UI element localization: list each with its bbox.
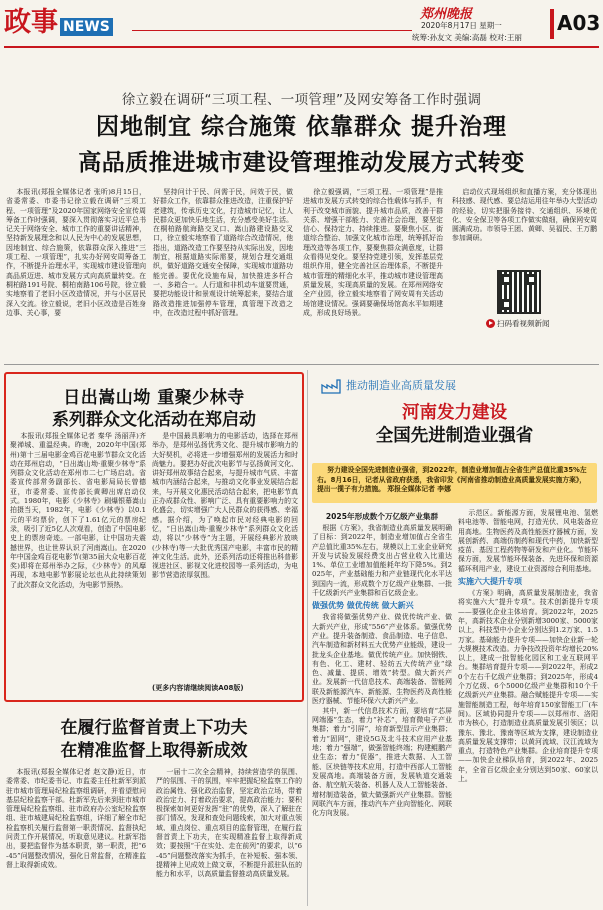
mfg-para-4: 示范区。新能源方面，发展锂电池、氢燃料电池等、智能电网，打造光伏、风电装备应用高地。生物医药及高性能医疗器械方面，发展创新药、高端仿制药和现代中药，加快新型疫苗、基因工程药物等研发和产业化。节能环保方面，发展节能环保装备、先进环保和资源循环利用产业，建设工业资源综合利用基地。 (458, 509, 598, 573)
qr-caption-text: 扫码看视频新闻 (497, 319, 550, 328)
mfg-para-1: 根据《方案》，我省制造业高质量发展明确了目标：到2022年，制造业增加值占全省生产总值比重35%左右，规模以上工业企业研究开发与试验发展经费支出占营业收入比重达1%、单位工业增加值能耗年均下降5%。到2025年，产业基础能力和产业链现代化水平达到国内一流，形成数个万亿级产业集群、一批千亿级新兴产业集群和百亿级企业。 (312, 524, 452, 598)
header-rule-line (132, 30, 412, 31)
lead-col-4 (452, 188, 597, 270)
qr-code-image[interactable] (497, 270, 541, 314)
mfg-summary-text: 努力建设全国先进制造业强省，到2022年，制造业增加值占全省生产总值比重35%左右。8月16日，记者从省政府获悉，我省印发《河南省推动制造业高质量发展实施方案》，提出一揽子有力措施。 郑报全媒体记者 李娜 (317, 466, 587, 493)
page-number-bar (550, 9, 554, 39)
lead-bottom-rule (4, 364, 599, 365)
mfg-headline-1: 河南发力建设 (402, 403, 507, 423)
lead-col-1 (6, 188, 146, 318)
lead-col-3-text: 徐立毅强调，“三项工程、一项管理”是推进城市发展方式转变的综合性载体与抓手，有利于改变城市面貌、提升城市品质，改善干群关系、增强干部能力、完善社会治理，要坚定信心、保持定力、持续推进。要聚焦小区、街道综合整治、加强文化城市治理，统筹抓好治理改造等各项工作，要聚焦群众满意度，让群众看得见变化。要坚持党建引领，发挥基层党组织作用，健全完善社区治理体系，不断提升城市管理的精细化水平，推动城市建设管理高质量发展，实现高质量的发展。在郑州网络安全产业园，徐立毅实地察看了网安周有关活动场馆建设情况。强调要确保场馆高水平如期建成，形成良好场景。 (303, 188, 443, 317)
lead-col-4-text: 启动仪式现场组织和直播方案，充分体现出科技感、现代感、要总结运用往年举办大型活动的经验，切实把服务接待、交通组织、环境优化、安全保卫等各项工作做实做细，确保网安周圆满成功。市领导王团、黄卿、吴福民、王万鹏参加调研。 (452, 188, 597, 243)
supervision-headline-2: 在精准监督上取得新成效 (60, 741, 248, 761)
mfg-subhead-1: 2025年形成数个万亿级产业集群 (325, 512, 439, 521)
page-number: A03 (557, 11, 601, 35)
mfg-kicker-text: 推动制造业高质量发展 (346, 379, 456, 392)
mfg-summary-box (312, 463, 597, 503)
column-divider (307, 370, 308, 906)
mfg-para-2: 我省将做强优势产业、做优传统产业、做大新兴产业，形成“556”产业体系。做强优势产业。提升装备制造、食品制造、电子信息、汽车制造和新材料五大优势产业能级，建设一批龙头企业基地。做优传统产业。加快钢铁、有色、化工、建材、轻纺五大传统产业“绿色、减量、提质、增效”转型。做大新兴产业。发展新一代信息技术、高端装备、智能网联及新能源汽车、新能源、生物医药及高性能医疗器械、节能环保六大新兴产业。 (312, 613, 452, 706)
factory-icon (321, 378, 343, 394)
editors-line: 统筹:孙友文 美编:高磊 校对:王丽 (412, 33, 522, 42)
boxed-col-2 (152, 432, 298, 678)
lead-col-2 (153, 188, 293, 318)
mfg-para-3: 其中，新一代信息技术方面，要培育“芯屏网端器”生态，着力“补芯”，培育微电子产业集群；着力“引屏”，培育新型显示产业集群；着力“固网”，建设5G及北斗技术应用产业基地；着力“强端”，做强智能终端；构建鲲鹏产业生态；着力“促器”，推进大数据、人工智能、区块链等技术应用，打造中西部人工智能发展高地。高端装备方面，发展轨道交通装备、航空航天装备、机器人及人工智能装备、增材制造装备，做大做强新兴产业集群。智能网联汽车方面，推动汽车产业向智能化、网联化方向发展。 (312, 706, 452, 818)
section-title-en: NEWS (60, 18, 113, 36)
paper-logo: 郑州晚报 (420, 7, 473, 22)
mfg-headline-2: 全国先进制造业强省 (375, 426, 534, 446)
qr-caption (486, 318, 550, 329)
lead-headline-2: 高品质推进城市建设管理推动发展方式转变 (78, 150, 525, 176)
supervision-col-2-text: 一届十二次全会精神，持续营造学的氛围、严的氛围、干的氛围，牢牢把握纪检监察工作的政治属性、强化政治监督，坚定政治立场，带着政治定力、打着政治要求，提高政治能力；要积极探索如何更好发挥“驻”的优势，深入了解驻在部门情况，发现和查处问题线索，加大对重点领域、重点岗位、重点项目的监督管理，在履行监督首责上下功夫，在实现精准监督上取得新成效；要按照“干在实处、走在前列”的要求，以“6-45”问题整改落实为抓手，在补短板、强本领、提精神上见成效上做文章，不断提升派驻队伍的能力和水平，以高质量监督推动高质量发展。 (156, 768, 302, 879)
lead-col-2-text: 坚持问计于民、问需于民，问效于民，做好群众工作，依靠群众推进改造，注重保护好老建筑，传承历史文化，打造城市记忆，让人民群众更加快乐地生活，充分感受美好生活。在桐柏路航海路交叉口、嵩山路建设路交叉口，徐立毅实地察看了道路综合改造情况，他指出，道路改造工作要坚持从实际出发，因地制宜，根据道路实际需要，规划合理交通组织，做好道路交通安全保障，实现城市道路功能完善。要优化设施布局，加快推进多杆合一、多箱合一。人行道和非机动车道要贯通，要把功能设计和景观设计统筹起来，要结合道路改造推进加强停车管理，真管理下改造之中，在改造过程中抓好管理。 (153, 188, 293, 317)
mfg-subhead-3: 实施六大提升专项 (458, 577, 522, 587)
play-icon (486, 319, 495, 328)
section-title (4, 7, 113, 38)
supervision-headline-1: 在履行监督首责上下功夫 (60, 718, 248, 738)
boxed-continued-note[interactable]: (更多内容请继续阅读A08版) (152, 684, 244, 692)
supervision-col-2 (156, 768, 302, 906)
mfg-col-1 (312, 509, 452, 906)
boxed-col-2-text: 是中国最具影响力的电影活动，选择在郑州举办，是郑州弘扬优秀文化、提升城市影响力的大好契机，必将进一步增强郑州的发展活力和时尚魅力。要把办好此次电影节与弘扬黄河文化、讲好郑州故事结合起来，与提升城市气质、丰富城市内涵结合起来，与推动文化事业发展结合起来，与开展文化惠民活动结合起来，把电影节真正办成群众性、影响广泛、具有重要影响力的文化盛会，切实增强广大人民群众的获得感、幸福感。据介绍，为了唤起市民对经典电影的回忆，“日出嵩山坳·重聚少林寺”系列群众文化活动，将以“少林寺”为主题，开展经典影片放映(少林寺)等一大批优秀国产电影，丰富市民的精神文化生活。此外，还系列活动还将推出科普影视进社区、影视文化进校园等一系列活动，为电影节营造浓厚氛围。 (152, 432, 298, 580)
boxed-col-1-text: 本报讯(郑报全媒体记者 秦华 汤丽萍)齐聚禅城、重温经典。昨晚，2020年中国(郑州)第十三届电影金鸡百花电影节群众文化活动在郑州启动，“日出嵩山坳·重聚少林寺”系列群众文化活动在郑州市二七广场启动。省委宣传部常务副部长、省电影局局长曾德亚，市委常委、宣传部长黄卿出席启动仪式。1980年，电影《少林寺》刷爆银幕嵩山拍摄当天，1982年，电影《少林寺》以0.1元的平均票价，创下了1.61亿元的票房纪录，吸引了近5亿人次观看，创造了中国电影史上的票房奇迹。一部电影，让中国功夫震撼世界，也让世界认识了河南嵩山。在2020年中国金鸡百花电影节(第35届大众电影百花奖)即将在郑州举办之际，《少林寺》的风靡再现，本地电影节影展论坛也从此持续策划了此次群众文化活动，为电影节预热。 (10, 432, 146, 589)
boxed-col-1 (10, 432, 146, 696)
lead-headline-1: 因地制宜 综合施策 依靠群众 提升治理 (95, 114, 508, 140)
mfg-para-5: 《方案》明确，高质量发展制造业，我省将实施六大“提升专项”。技术创新提升专项——要强化企业主体培育。到2022年，2025年，高新技术企业分别新增3000家、5000家以上，科技型中小企业分别达到1.2万家、1.5万家。基础能力提升专项——加快企业新一轮大规模技术改造。力争技改投资年均增长20%以上，建成一批智能化园区和工业互联网平台。集群培育提升专项——到2022年，形成20个左右千亿级产业集群；到2025年，形成4个万亿级、6个5000亿级产业集群和10个千亿级新兴产业集群。融合赋能提升专项——实施智能制造工程，每年培育150家智能工厂(车间)。区域协同提升专项——以郑州市、洛阳市为核心，打造制造业高质量发展引领区；以豫东、豫北、豫南等区域为支撑，建设制造业高质量发展支撑带；以黄河流域、汉江流域为重点，打造特色产业集群。企业培育提升专项——加快企业梯队培育，到2022年、2025年，全省百亿级企业分别达到50家、60家以上。 (458, 589, 598, 784)
lead-kicker: 徐立毅在调研“三项工程、一项管理”及网安筹备工作时强调 (121, 92, 482, 108)
lead-col-1-text: 本报讯(郑报全媒体记者 张昕)8月15日，省委常委、市委书记徐立毅在调研“三项工程、一项管理”及2020年国家网络安全宣传周筹备工作时强调，要深入贯彻落实习近平总书记关于网络安全、城市工作的重要讲话精神，坚持新发展理念和以人民为中心的发展思想，因地制宜、综合施策，依靠群众深入推进“三项工程、一项管理”，扎实办好网安周筹备工作，不断提升治理水平，实现城市建设管理向高品质迈进、城市发展方式向高质量转变。在桐柏路191号院、桐柏南路106号院，徐立毅实地察看了老旧小区改造情况，并与小区居民深入交流。徐立毅说，老旧小区改造是百姓身边事、关心事，要 (6, 188, 146, 317)
mfg-col-2 (458, 509, 598, 906)
mfg-subhead-2: 做强优势 做优传统 做大新兴 (312, 601, 414, 611)
boxed-headline-1: 日出嵩山坳 重聚少林寺 (63, 388, 245, 408)
section-title-text: 政事 (4, 7, 58, 38)
supervision-col-1-text: 本报讯(郑报全媒体记者 赵文静)近日，市委常委、市纪委书记、市监委主任杜新军到派驻市城市管理局纪检监察组调研，并看望慰问基层纪检监察干部。杜新军先后来到驻市城市管理局纪检监察组、驻市政府办公室纪检监察组、驻市城建局纪检监察组，详细了解全市纪检监察机关履行监督第一职责情况、监督执纪问责工作开展情况，听取意见建议。杜新军指出，要把监督作为基本职责，第一职责，把“6-45”问题整改情况，强化日常监督，在精准监督上取得新成效。 (6, 768, 146, 869)
boxed-headline-2: 系列群众文化活动在郑启动 (52, 410, 256, 430)
date-line: 2020年8月17日 星期一 (421, 21, 502, 30)
header-bottom-rule (4, 46, 599, 48)
page-header (0, 0, 603, 46)
supervision-col-1 (6, 768, 146, 906)
lead-col-3 (303, 188, 443, 318)
